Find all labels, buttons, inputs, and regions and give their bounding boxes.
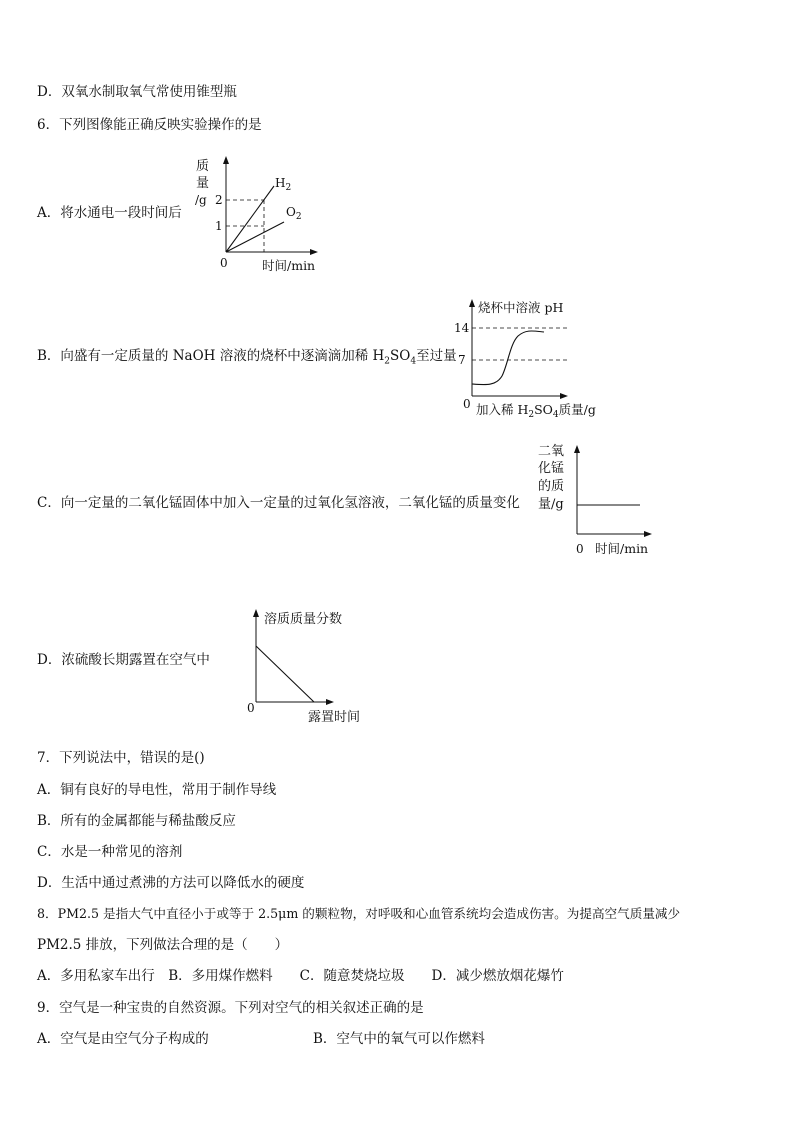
graph-b-x-arrow bbox=[560, 393, 568, 399]
q8-stem-line2: PM2.5 排放，下列做法合理的是（ ） bbox=[37, 937, 289, 953]
graph-b-ylabel: 烧杯中溶液 pH bbox=[478, 300, 564, 315]
graph-a-ylabel-2: 量 bbox=[196, 176, 210, 191]
q7-option-a: A．铜有良好的导电性，常用于制作导线 bbox=[37, 782, 277, 798]
graph-a-xlabel: 时间/min bbox=[262, 258, 316, 273]
graph-c-ylabel-2: 化锰 bbox=[538, 461, 565, 476]
q5-option-d: D．双氧水制取氧气常使用锥型瓶 bbox=[37, 84, 237, 100]
graph-a-tick-2: 2 bbox=[215, 193, 223, 207]
q6-option-a: A．将水通电一段时间后 bbox=[37, 205, 182, 221]
q6-option-b: B．向盛有一定质量的 NaOH 溶液的烧杯中逐滴滴加稀 $H_2SO_4$至过量 bbox=[37, 348, 457, 367]
graph-d-x-arrow bbox=[326, 699, 334, 705]
graph-a-h2-label: $H_2$ bbox=[275, 176, 292, 193]
q7-option-d: D．生活中通过煮沸的方法可以降低水的硬度 bbox=[37, 875, 305, 891]
q7-stem: 7．下列说法中，错误的是() bbox=[37, 750, 205, 766]
q9-stem: 9．空气是一种宝贵的自然资源。下列对空气的相关叙述正确的是 bbox=[37, 1000, 424, 1016]
graph-b-tick-14: 14 bbox=[454, 321, 470, 335]
graph-a-origin: 0 bbox=[220, 256, 228, 270]
q6-graph-d bbox=[240, 604, 380, 728]
graph-d-y-arrow bbox=[253, 609, 259, 617]
q6-option-c: C．向一定量的二氧化锰固体中加入一定量的过氧化氢溶液，二氧化锰的质量变化 bbox=[37, 495, 520, 511]
graph-d-origin: 0 bbox=[247, 701, 255, 715]
graph-a-ylabel-3: /g bbox=[195, 193, 207, 207]
q6-graph-a bbox=[188, 150, 328, 278]
graph-c-xlabel: 时间/min bbox=[595, 541, 649, 556]
graph-b-y-arrow bbox=[469, 299, 475, 307]
q6-graph-c bbox=[536, 438, 656, 563]
graph-b-origin: 0 bbox=[463, 397, 471, 411]
q8-options: A．多用私家车出行 B．多用煤作燃料 C．随意焚烧垃圾 D．减少燃放烟花爆竹 bbox=[37, 968, 564, 984]
graph-c-y-arrow bbox=[574, 445, 580, 453]
graph-a-ylabel-1: 质 bbox=[196, 159, 210, 174]
graph-a-tick-1: 1 bbox=[215, 219, 223, 233]
graph-b-tick-7: 7 bbox=[458, 353, 466, 367]
graph-a-o2-label: $O_2$ bbox=[286, 205, 302, 222]
q6-option-d: D．浓硫酸长期露置在空气中 bbox=[37, 652, 210, 668]
graph-c-origin: 0 bbox=[576, 542, 584, 556]
graph-c-ylabel-4: 量/g bbox=[538, 497, 564, 512]
graph-d-fraction-line bbox=[256, 646, 314, 702]
q9-option-b: B．空气中的氧气可以作燃料 bbox=[313, 1031, 485, 1047]
q7-option-b: B．所有的金属都能与稀盐酸反应 bbox=[37, 813, 236, 829]
q6-stem: 6．下列图像能正确反映实验操作的是 bbox=[37, 117, 262, 133]
q7-option-c: C．水是一种常见的溶剂 bbox=[37, 844, 183, 860]
graph-a-y-arrow bbox=[223, 156, 229, 164]
graph-a-o2-line bbox=[226, 222, 284, 252]
graph-d-ylabel: 溶质质量分数 bbox=[264, 612, 343, 627]
q8-stem-line1: 8．PM2.5 是指大气中直径小于或等于 2.5μm 的颗粒物，对呼吸和心血管系统均会造成伤害。为提高空气质量减少 bbox=[37, 906, 681, 921]
graph-b-xlabel: 加入稀 $H_2SO_4$质量/g bbox=[476, 402, 596, 420]
q6-graph-b bbox=[452, 292, 622, 420]
graph-a-h2-line bbox=[226, 186, 274, 252]
graph-d-xlabel: 露置时间 bbox=[308, 710, 361, 725]
graph-c-x-arrow bbox=[644, 531, 652, 537]
graph-c-ylabel-1: 二氧 bbox=[538, 444, 565, 459]
q9-option-a: A．空气是由空气分子构成的 bbox=[37, 1031, 209, 1047]
graph-c-ylabel-3: 的质 bbox=[538, 479, 565, 494]
graph-b-ph-curve bbox=[472, 331, 544, 385]
graph-a-x-arrow bbox=[310, 249, 318, 255]
